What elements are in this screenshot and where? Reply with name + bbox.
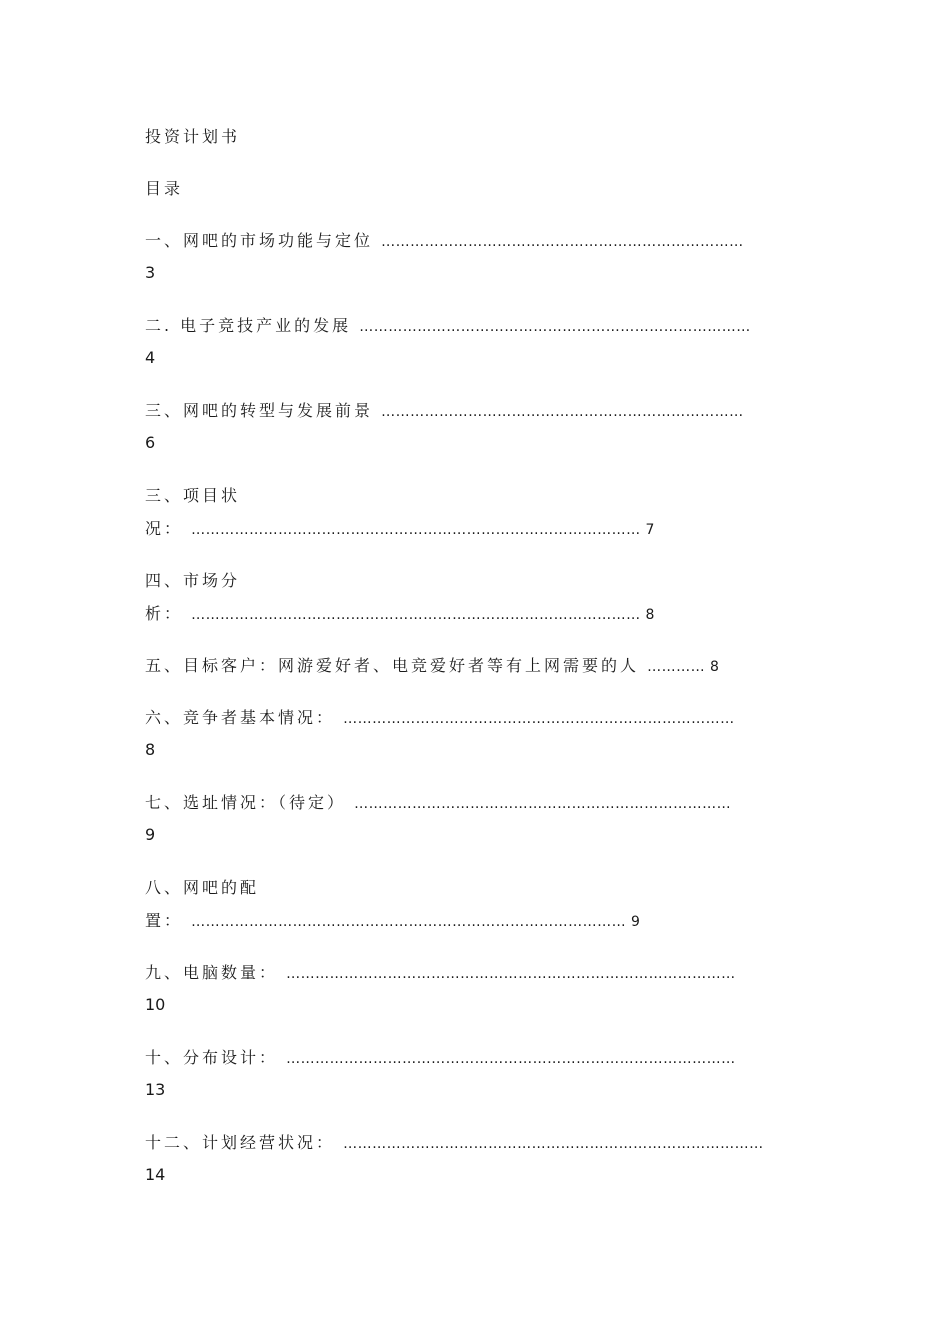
toc-page-number: 4 xyxy=(145,348,156,367)
toc-entry-label: 二. 电子竞技产业的发展 xyxy=(145,316,352,335)
toc-entry-label: 九、电脑数量： xyxy=(145,963,279,982)
toc-entry-6[interactable] xyxy=(145,655,719,678)
toc-entry-5[interactable] xyxy=(145,570,240,592)
toc-page-number: 8 xyxy=(145,740,156,759)
toc-leader-dots: ………………………………………………………………………………… 8 xyxy=(191,607,655,623)
toc-entry-label-cont: 况： xyxy=(145,519,184,538)
toc-page-number: 6 xyxy=(145,433,156,452)
toc-entry-label: 六、竞争者基本情况： xyxy=(145,708,336,727)
toc-leader-dots: ………… 8 xyxy=(647,659,720,675)
toc-page-number: 9 xyxy=(145,825,156,844)
toc-entry-label: 五、目标客户：网游爱好者、电竞爱好者等有上网需要的人 xyxy=(145,656,640,675)
toc-entry-1[interactable] xyxy=(145,230,744,253)
toc-page-number: 3 xyxy=(145,263,156,282)
toc-entry-11[interactable] xyxy=(145,1047,736,1070)
toc-leader-dots: ………………………………………………………………………………… xyxy=(286,1051,736,1067)
toc-entry-12[interactable] xyxy=(145,1132,764,1155)
toc-entry-label: 三、网吧的转型与发展前景 xyxy=(145,401,374,420)
toc-entry-label: 十、分布设计： xyxy=(145,1048,279,1067)
toc-entry-2[interactable] xyxy=(145,315,751,338)
toc-entry-9[interactable] xyxy=(145,877,259,899)
toc-heading: 目录 xyxy=(145,179,184,198)
toc-entry-label: 八、网吧的配 xyxy=(145,878,260,897)
toc-entry-8[interactable] xyxy=(145,792,731,815)
toc-page-number: 10 xyxy=(145,995,166,1014)
toc-entry-label-cont: 置： xyxy=(145,911,184,930)
toc-entry-4[interactable] xyxy=(145,485,240,507)
toc-leader-dots: ………………………………………………………………… xyxy=(381,234,744,250)
toc-leader-dots: ……………………………………………………………………… xyxy=(343,711,735,727)
toc-entry-label: 七、选址情况：（待定） xyxy=(145,793,347,812)
toc-entry-4-cont[interactable] xyxy=(145,518,655,541)
toc-entry-label: 三、项目状 xyxy=(145,486,241,505)
toc-entry-label: 一、网吧的市场功能与定位 xyxy=(145,231,374,250)
toc-page-number: 13 xyxy=(145,1080,166,1099)
toc-leader-dots: …………………………………………………………………… xyxy=(354,796,732,812)
toc-entry-7[interactable] xyxy=(145,707,735,730)
toc-leader-dots: ……………………………………………………………………………… 9 xyxy=(191,914,641,930)
toc-leader-dots: ………………………………………………………………… xyxy=(381,404,744,420)
toc-entry-10[interactable] xyxy=(145,962,736,985)
toc-entry-5-cont[interactable] xyxy=(145,603,655,626)
toc-leader-dots: ……………………………………………………………………… xyxy=(359,319,751,335)
toc-page-number: 14 xyxy=(145,1165,166,1184)
toc-entry-label: 十二、计划经营状况： xyxy=(145,1133,336,1152)
toc-leader-dots: …………………………………………………………………………… xyxy=(343,1136,764,1152)
toc-leader-dots: ………………………………………………………………………………… 7 xyxy=(191,522,655,538)
toc-entry-label: 四、市场分 xyxy=(145,571,241,590)
toc-entry-9-cont[interactable] xyxy=(145,910,640,933)
toc-entry-3[interactable] xyxy=(145,400,744,423)
document-title: 投资计划书 xyxy=(145,127,241,146)
toc-leader-dots: ………………………………………………………………………………… xyxy=(286,966,736,982)
toc-entry-label-cont: 析： xyxy=(145,604,184,623)
